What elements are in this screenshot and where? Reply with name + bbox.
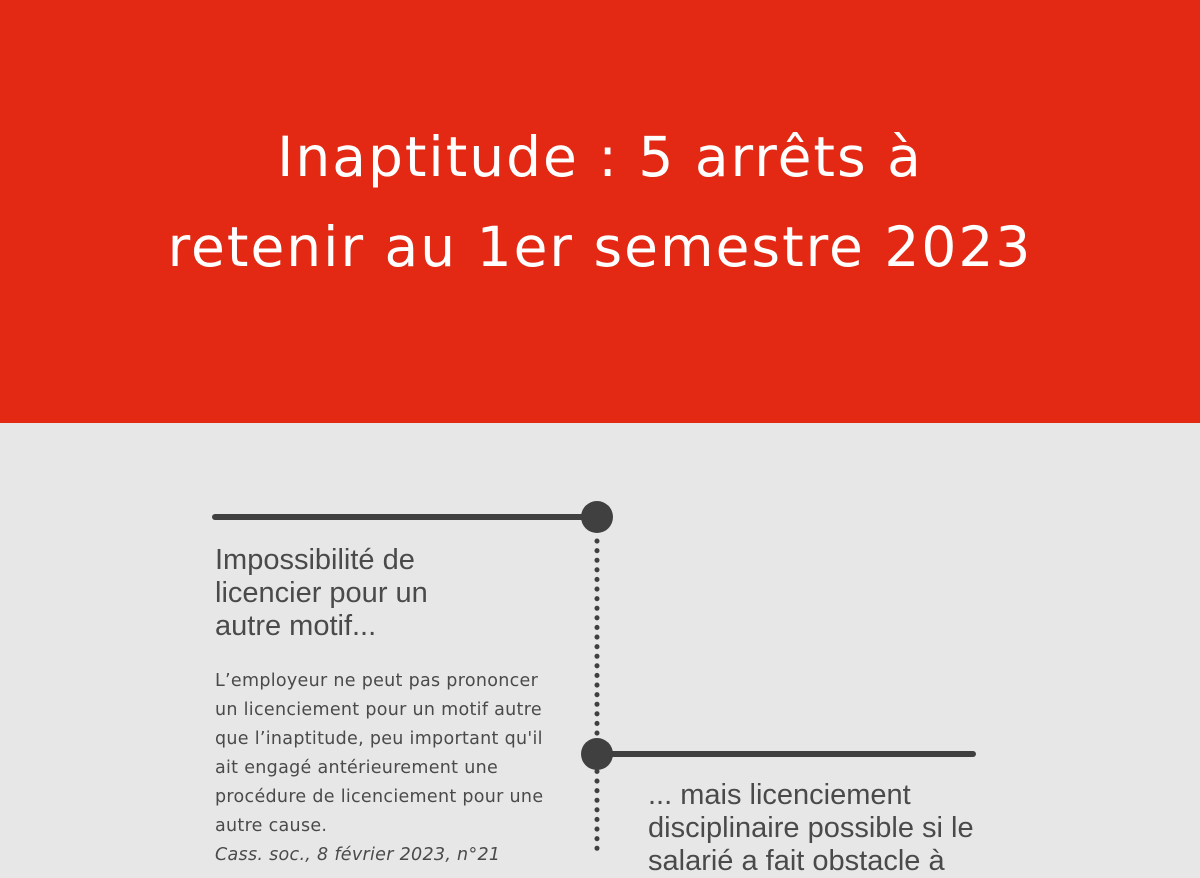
card-1-body-line: un licenciement pour un motif autre: [215, 700, 542, 720]
card-2-heading-line: salarié a fait obstacle à: [648, 845, 945, 877]
timeline-graphic: [0, 423, 1200, 854]
card-1-body-line: que l’inaptitude, peu important qu'il: [215, 729, 543, 749]
card-1-heading-line: autre motif...: [215, 610, 377, 642]
timeline-node-1: [581, 501, 613, 533]
page-title-line-1: Inaptitude : 5 arrêts à: [277, 125, 923, 189]
page-title-line-2: retenir au 1er semestre 2023: [167, 215, 1033, 279]
page-title: [0, 112, 1200, 292]
card-1-body-line: procédure de licenciement pour une: [215, 787, 544, 807]
card-1-heading-line: licencier pour un: [215, 577, 428, 609]
card-1-body-line: ait engagé antérieurement une: [215, 758, 499, 778]
card-1-citation: Cass. soc., 8 février 2023, n°21: [215, 845, 501, 865]
card-2-heading: [648, 779, 974, 878]
card-1-heading-line: Impossibilité de: [215, 544, 415, 576]
card-1-body: [215, 667, 543, 870]
timeline-section: [0, 423, 1200, 877]
card-1-body-line: L’employeur ne peut pas prononcer: [215, 671, 539, 691]
timeline-node-2: [581, 738, 613, 770]
card-1-body-line: autre cause.: [215, 816, 328, 836]
card-2-heading-line: disciplinaire possible si le: [648, 812, 974, 844]
card-2-heading-line: ... mais licenciement: [648, 779, 911, 811]
card-1-heading: [215, 544, 428, 643]
header-banner: [0, 0, 1200, 423]
